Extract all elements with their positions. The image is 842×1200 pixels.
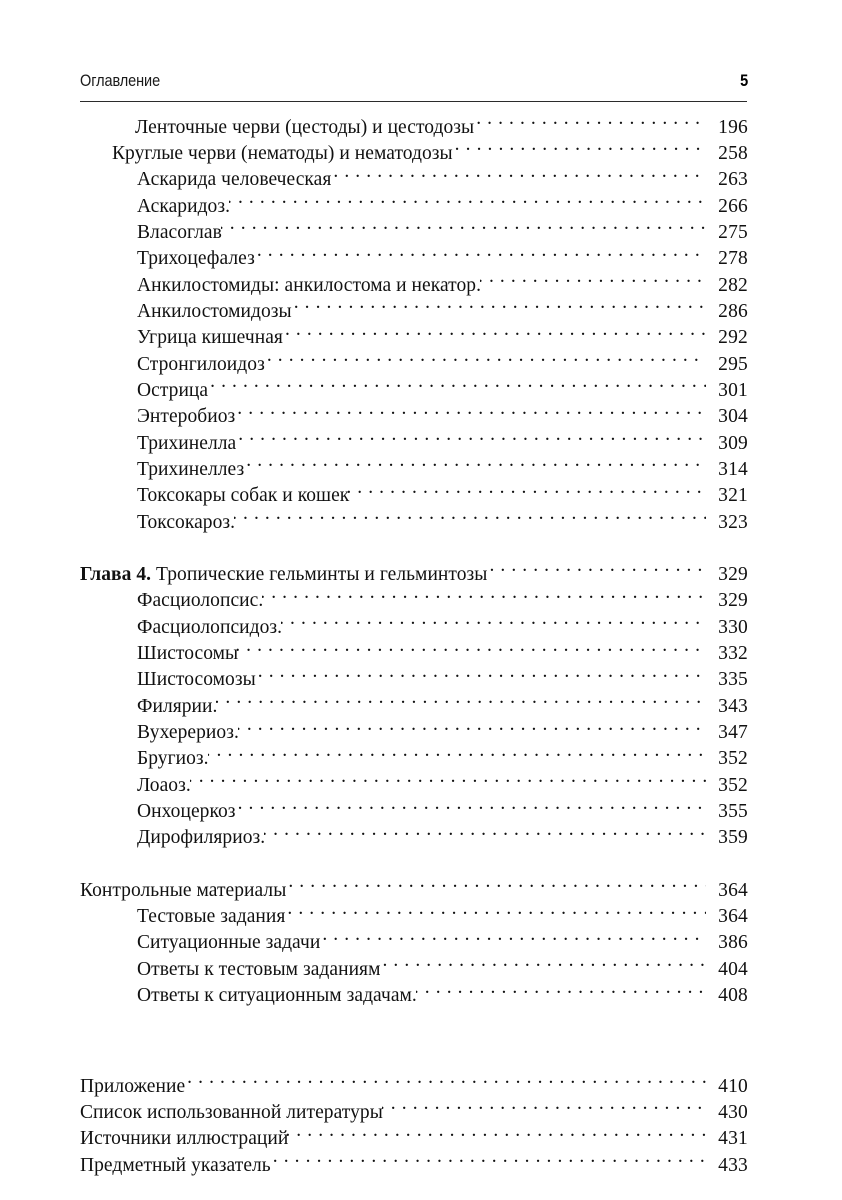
toc-entry-label: Лоаоз. xyxy=(137,774,191,796)
dot-leader xyxy=(382,955,706,975)
toc-entry[interactable] xyxy=(80,429,748,455)
toc-entry-page-number: 266 xyxy=(718,195,748,217)
dot-leader xyxy=(476,113,706,133)
toc-entry-label: Шистосомы xyxy=(137,643,239,665)
toc-entry-page-number: 329 xyxy=(718,564,748,585)
toc-entry[interactable] xyxy=(80,166,748,192)
table-of-contents xyxy=(80,113,748,1177)
toc-entry-page-number: 364 xyxy=(718,906,748,928)
toc-entry-label: Бругиоз. xyxy=(137,748,209,770)
toc-entry-page-number: 386 xyxy=(718,932,748,954)
section-spacer xyxy=(80,535,748,561)
dot-leader xyxy=(238,798,706,818)
dot-leader xyxy=(246,455,706,475)
toc-entry-page-number: 404 xyxy=(718,958,748,980)
chapter-4-section xyxy=(80,561,748,851)
toc-entry-label: Энтеробиоз xyxy=(137,406,236,428)
toc-entry-label: Трихинеллез xyxy=(137,458,245,480)
dot-leader xyxy=(238,429,706,449)
toc-entry-label: Список использованной литературы xyxy=(80,1101,383,1123)
toc-entry-label: Ответы к ситуационным задачам. xyxy=(137,985,417,1007)
dot-leader xyxy=(267,350,706,370)
toc-entry-label: Ситуационные задачи xyxy=(137,932,321,954)
toc-entry-page-number: 330 xyxy=(718,616,748,638)
toc-entry[interactable] xyxy=(80,245,748,271)
toc-entry-page-number: 282 xyxy=(718,274,748,296)
toc-entry-label: Аскаридоз. xyxy=(137,195,231,217)
dot-leader xyxy=(237,640,706,660)
toc-entry[interactable] xyxy=(80,640,748,666)
dot-leader xyxy=(258,666,706,686)
toc-entry-label: Токсокары собак и кошек xyxy=(137,485,350,507)
dot-leader xyxy=(288,876,706,896)
toc-entry-text: Тропические гельминты и гельминтозы xyxy=(156,564,488,585)
dot-leader xyxy=(234,508,706,528)
toc-entry[interactable] xyxy=(80,324,748,350)
toc-entry-page-number: 343 xyxy=(718,695,748,717)
toc-entry[interactable] xyxy=(80,561,748,587)
toc-entry-label: Приложение xyxy=(80,1075,186,1097)
nematodes-section xyxy=(80,113,748,535)
toc-entry-page-number: 430 xyxy=(718,1101,748,1123)
toc-entry[interactable] xyxy=(80,297,748,323)
section-spacer xyxy=(80,850,748,876)
toc-entry-label: Контрольные материалы xyxy=(80,879,287,901)
toc-entry-page-number: 352 xyxy=(718,748,748,770)
toc-entry[interactable] xyxy=(80,719,748,745)
dot-leader xyxy=(455,139,706,159)
toc-entry-page-number: 433 xyxy=(718,1154,748,1176)
toc-entry-page-number: 359 xyxy=(718,827,748,849)
toc-entry-page-number: 332 xyxy=(718,643,748,665)
toc-entry[interactable] xyxy=(80,271,748,297)
dot-leader xyxy=(382,1098,706,1118)
toc-entry[interactable] xyxy=(80,1151,748,1177)
section-spacer xyxy=(80,1034,748,1072)
toc-chapter-number: Глава 4. xyxy=(80,564,152,585)
toc-entry-page-number: 321 xyxy=(718,485,748,507)
dot-leader xyxy=(238,719,706,739)
toc-entry[interactable] xyxy=(80,692,748,718)
dot-leader xyxy=(348,482,706,502)
toc-entry-page-number: 278 xyxy=(718,248,748,270)
dot-leader xyxy=(216,692,706,712)
toc-entry-label: Угрица кишечная xyxy=(137,327,283,349)
toc-entry-page-number: 314 xyxy=(718,458,748,480)
toc-entry-label: Круглые черви (нематоды) и нематодозы xyxy=(112,142,453,164)
toc-entry-page-number: 352 xyxy=(718,774,748,796)
toc-entry-label: Фасциолопсидоз. xyxy=(137,616,283,638)
dot-leader xyxy=(208,745,706,765)
dot-leader xyxy=(322,929,706,949)
back-matter-section xyxy=(80,1072,748,1177)
toc-entry[interactable] xyxy=(80,376,748,402)
dot-leader xyxy=(287,903,706,923)
dot-leader xyxy=(333,166,706,186)
toc-entry-page-number: 329 xyxy=(718,590,748,612)
toc-entry-label: Предметный указатель xyxy=(80,1154,271,1176)
dot-leader xyxy=(262,587,706,607)
toc-entry[interactable] xyxy=(80,113,748,139)
toc-entry-page-number: 286 xyxy=(718,300,748,322)
dot-leader xyxy=(480,271,706,291)
toc-entry-page-number: 258 xyxy=(718,142,748,164)
toc-entry[interactable] xyxy=(80,982,748,1008)
toc-entry[interactable] xyxy=(80,350,748,376)
dot-leader xyxy=(287,1125,706,1145)
dot-leader xyxy=(210,376,706,396)
toc-entry[interactable] xyxy=(80,666,748,692)
toc-entry-page-number: 304 xyxy=(718,406,748,428)
toc-entry[interactable] xyxy=(80,798,748,824)
toc-entry-label: Трихинелла xyxy=(137,432,237,454)
toc-entry[interactable] xyxy=(80,824,748,850)
toc-entry-page-number: 295 xyxy=(718,353,748,375)
dot-leader xyxy=(273,1151,706,1171)
section-spacer xyxy=(80,1008,748,1034)
toc-entry-label: Власоглав xyxy=(137,221,222,243)
toc-entry-label: Фасциолопсис. xyxy=(137,590,264,612)
toc-entry-page-number: 292 xyxy=(718,327,748,349)
toc-entry[interactable] xyxy=(80,508,748,534)
dot-leader xyxy=(237,403,706,423)
toc-entry-page-number: 275 xyxy=(718,221,748,243)
toc-entry-label: Стронгилоидоз xyxy=(137,353,265,375)
dot-leader xyxy=(294,297,706,317)
dot-leader xyxy=(281,613,706,633)
running-head-title: Оглавление xyxy=(80,72,161,90)
toc-entry-label: Филярии. xyxy=(137,695,218,717)
toc-entry[interactable] xyxy=(80,745,748,771)
toc-entry-label: Трихоцефалез xyxy=(137,248,255,270)
toc-entry[interactable] xyxy=(80,903,748,929)
toc-entry-label: Ленточные черви (цестоды) и цестодозы xyxy=(135,116,475,138)
toc-entry[interactable] xyxy=(80,218,748,244)
toc-entry[interactable] xyxy=(80,876,748,902)
toc-entry[interactable] xyxy=(80,455,748,481)
toc-entry-label: Анкилостомидозы xyxy=(137,300,292,322)
toc-entry[interactable] xyxy=(80,482,748,508)
toc-entry[interactable] xyxy=(80,192,748,218)
toc-entry-page-number: 410 xyxy=(718,1075,748,1097)
toc-entry-page-number: 263 xyxy=(718,169,748,191)
toc-entry-page-number: 309 xyxy=(718,432,748,454)
toc-entry[interactable] xyxy=(80,1072,748,1098)
toc-entry-page-number: 364 xyxy=(718,879,748,901)
control-materials-section xyxy=(80,876,748,1008)
toc-entry-page-number: 347 xyxy=(718,722,748,744)
toc-entry-page-number: 355 xyxy=(718,801,748,823)
dot-leader xyxy=(264,824,706,844)
toc-entry[interactable] xyxy=(80,403,748,429)
toc-entry-label: Ответы к тестовым заданиям xyxy=(137,958,381,980)
dot-leader xyxy=(285,324,706,344)
toc-entry[interactable] xyxy=(80,1125,748,1151)
toc-entry-label: Аскарида человеческая xyxy=(137,169,332,191)
toc-entry-page-number: 323 xyxy=(718,511,748,533)
running-head xyxy=(80,72,748,102)
page-number-folio: 5 xyxy=(739,72,748,90)
toc-entry[interactable] xyxy=(80,587,748,613)
toc-entry[interactable] xyxy=(80,955,748,981)
dot-leader xyxy=(190,771,706,791)
toc-entry-label: Анкилостомиды: анкилостома и некатор. xyxy=(137,274,482,296)
dot-leader xyxy=(257,245,706,265)
toc-entry-page-number: 335 xyxy=(718,669,748,691)
toc-entry[interactable] xyxy=(80,929,748,955)
toc-entry-page-number: 301 xyxy=(718,379,748,401)
toc-entry-label: Онхоцеркоз xyxy=(137,801,236,823)
dot-leader xyxy=(489,561,706,581)
toc-entry-label: Вухерериоз. xyxy=(137,722,239,744)
toc-entry-label: Тестовые задания xyxy=(137,906,286,928)
dot-leader xyxy=(221,218,706,238)
toc-entry[interactable] xyxy=(80,771,748,797)
dot-leader xyxy=(416,982,706,1002)
toc-entry-page-number: 196 xyxy=(718,116,748,138)
toc-entry-label: Дирофиляриоз. xyxy=(137,827,266,849)
toc-entry-label xyxy=(80,562,487,588)
toc-entry-page-number: 431 xyxy=(718,1128,748,1150)
toc-entry-label: Острица xyxy=(137,379,209,401)
dot-leader xyxy=(187,1072,706,1092)
toc-entry-page-number: 408 xyxy=(718,985,748,1007)
toc-entry[interactable] xyxy=(80,1098,748,1124)
toc-entry-label: Шистосомозы xyxy=(137,669,256,691)
dot-leader xyxy=(229,192,706,212)
toc-entry-label: Источники иллюстраций xyxy=(80,1128,289,1150)
toc-entry[interactable] xyxy=(80,613,748,639)
toc-entry-label: Токсокароз. xyxy=(137,511,236,533)
toc-entry[interactable] xyxy=(80,139,748,165)
running-head-rule xyxy=(80,101,747,102)
